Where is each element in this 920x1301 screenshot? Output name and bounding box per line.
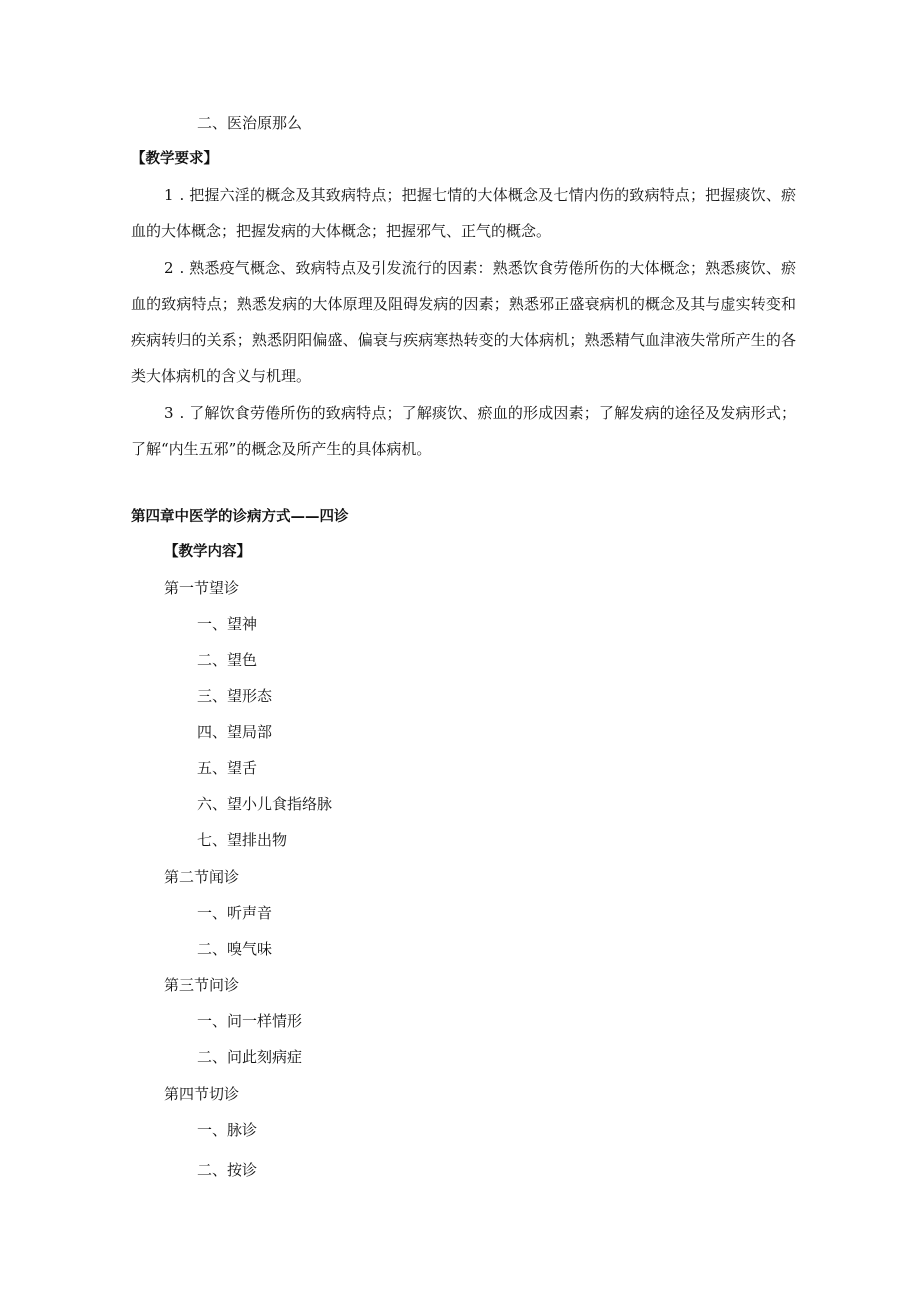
content-heading: 【教学内容】 [164, 544, 251, 560]
list-item: 一、脉诊 [197, 1121, 258, 1139]
list-item: 四、望局部 [197, 723, 273, 741]
list-item: 七、望排出物 [197, 831, 288, 849]
list-item: 一、望神 [197, 615, 258, 633]
requirement-item-2 [131, 250, 796, 394]
list-item: 二、医治原那么 [197, 114, 303, 132]
item-number: 2 [164, 259, 174, 277]
list-item: 二、按诊 [197, 1161, 258, 1179]
section-title: 第二节闻诊 [164, 868, 240, 886]
item-number: 3 [164, 404, 174, 422]
requirement-item-1 [131, 177, 796, 249]
item-text: . 了解饮食劳倦所伤的致病特点；了解痰饮、瘀血的形成因素；了解发病的途径及发病形式；了解“内生五邪”的概念及所产生的具体病机。 [131, 404, 796, 458]
section-title: 第一节望诊 [164, 579, 240, 597]
item-text: . 熟悉疫气概念、致病特点及引发流行的因素：熟悉饮食劳倦所伤的大体概念；熟悉痰饮、瘀血的致病特点；熟悉发病的大体原理及阻碍发病的因素；熟悉邪正盛衰病机的概念及其与虚实转变和疾病转归的关系；熟悉阴阳偏盛、偏衰与疾病寒热转变的大体病机；熟悉精气血津液失常所产生的各类大体病机的含义与机理。 [131, 259, 796, 385]
list-item: 六、望小儿食指络脉 [197, 795, 333, 813]
requirement-item-3 [131, 395, 796, 467]
list-item: 二、问此刻病症 [197, 1048, 303, 1066]
list-item: 一、听声音 [197, 904, 273, 922]
list-item: 三、望形态 [197, 687, 273, 705]
list-item: 二、望色 [197, 651, 258, 669]
item-text: . 把握六淫的概念及其致病特点；把握七情的大体概念及七情内伤的致病特点；把握痰饮、瘀血的大体概念；把握发病的大体概念；把握邪气、正气的概念。 [131, 186, 796, 240]
section-title: 第三节问诊 [164, 976, 240, 994]
item-number: 1 [164, 186, 174, 204]
list-item: 五、望舌 [197, 759, 258, 777]
section-title: 第四节切诊 [164, 1085, 240, 1103]
chapter-title: 第四章中医学的诊病方式——四诊 [131, 509, 349, 525]
requirements-heading: 【教学要求】 [131, 151, 218, 167]
list-item: 一、问一样情形 [197, 1012, 303, 1030]
list-item: 二、嗅气味 [197, 940, 273, 958]
